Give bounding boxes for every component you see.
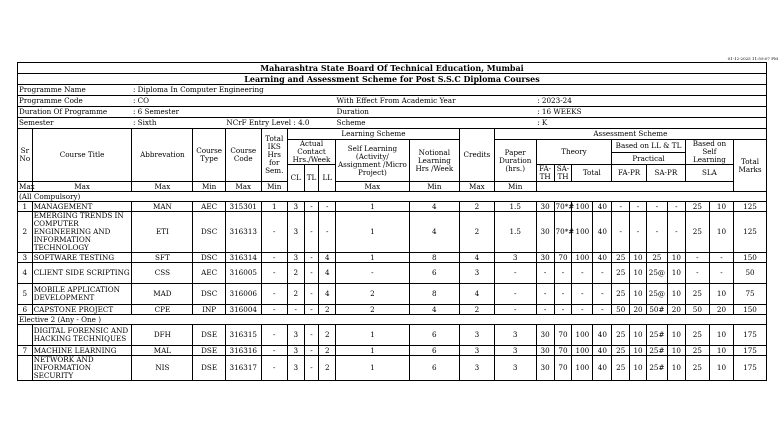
course-fa-pr-max: - xyxy=(612,212,630,253)
course-sr: 4 xyxy=(18,263,33,284)
course-sla-max: 25 xyxy=(685,356,709,381)
course-sa-pr-min: 10 xyxy=(667,346,685,356)
header-max: Max xyxy=(32,182,132,192)
semester-value: : Sixth xyxy=(132,118,225,129)
course-notional: 6 xyxy=(409,325,459,346)
scheme-table xyxy=(17,62,767,381)
course-paper-duration: - xyxy=(494,284,536,305)
table-row xyxy=(18,212,767,253)
document-stamp: 01-12-2025 11:59:07 PM xyxy=(727,56,778,61)
course-type: DSC xyxy=(193,253,226,263)
course-code: 315301 xyxy=(225,202,261,212)
course-sr xyxy=(18,325,33,346)
course-theory-min: 40 xyxy=(593,325,612,346)
course-sla-min: - xyxy=(709,263,733,284)
course-theory-min: - xyxy=(593,305,612,315)
scheme-value: : K xyxy=(536,118,766,129)
course-sa-th: - xyxy=(554,263,572,284)
course-self-learning: 1 xyxy=(336,346,410,356)
header-actual-contact: Actual Contact Hrs./Week xyxy=(287,140,335,165)
header-assessment-scheme: Assessment Scheme xyxy=(494,129,766,140)
course-theory-min: 40 xyxy=(593,212,612,253)
course-fa-pr-min: 10 xyxy=(630,284,647,305)
course-self-learning: 2 xyxy=(336,305,410,315)
course-sla-min: 20 xyxy=(709,305,733,315)
course-iks: - xyxy=(261,356,287,381)
course-sa-pr-min: 10 xyxy=(667,253,685,263)
course-theory-min: 40 xyxy=(593,346,612,356)
header-max: Max xyxy=(336,182,410,192)
course-credits: 2 xyxy=(460,305,495,315)
course-theory-max: 100 xyxy=(572,356,593,381)
course-fa-th: 30 xyxy=(536,325,554,346)
course-fa-pr-min: 10 xyxy=(630,346,647,356)
header-notional: Notional Learning Hrs /Week xyxy=(409,140,459,182)
group-elective: Elective 2 (Any - One ) xyxy=(18,315,767,325)
course-fa-pr-max: 25 xyxy=(612,284,630,305)
course-sla-min: - xyxy=(709,253,733,263)
course-ll: 4 xyxy=(319,253,336,263)
course-sa-pr-max: 25@ xyxy=(646,284,667,305)
course-theory-min: 40 xyxy=(593,356,612,381)
course-iks: - xyxy=(261,346,287,356)
course-abbreviation: ETI xyxy=(132,212,193,253)
course-cl: 3 xyxy=(287,212,304,253)
course-self-learning: 1 xyxy=(336,253,410,263)
course-cl: 3 xyxy=(287,325,304,346)
course-abbreviation: CSS xyxy=(132,263,193,284)
course-paper-duration: - xyxy=(494,263,536,284)
course-type: DSE xyxy=(193,356,226,381)
header-min: Min xyxy=(193,182,226,192)
course-total-marks: 125 xyxy=(734,212,767,253)
course-sa-pr-max: 25# xyxy=(646,356,667,381)
course-theory-max: 100 xyxy=(572,212,593,253)
header-based-ll-tl: Based on LL & TL xyxy=(612,140,685,153)
header-max: Max xyxy=(460,182,495,192)
header-self-learning: Self Learning (Activity/ Assignment /Micro Project) xyxy=(336,140,410,182)
course-total-marks: 175 xyxy=(734,356,767,381)
course-fa-pr-min: 10 xyxy=(630,253,647,263)
course-abbreviation: NIS xyxy=(132,356,193,381)
course-notional: 6 xyxy=(409,263,459,284)
header-course-code: Course Code xyxy=(225,129,261,182)
header-abbreviation: Abbrevation xyxy=(132,129,193,182)
course-ll: 2 xyxy=(319,346,336,356)
header-sla: SLA xyxy=(685,165,733,182)
course-sa-pr-min: - xyxy=(667,212,685,253)
course-total-marks: 150 xyxy=(734,305,767,315)
course-theory-max: 100 xyxy=(572,346,593,356)
course-cl: 3 xyxy=(287,346,304,356)
course-paper-duration: - xyxy=(494,305,536,315)
table-row xyxy=(18,263,767,284)
course-type: INP xyxy=(193,305,226,315)
course-self-learning: 1 xyxy=(336,202,410,212)
course-sr: 1 xyxy=(18,202,33,212)
header-fa-th: FA-TH xyxy=(536,165,554,182)
course-notional: 4 xyxy=(409,212,459,253)
course-theory-min: - xyxy=(593,284,612,305)
course-self-learning: - xyxy=(336,263,410,284)
course-theory-max: - xyxy=(572,263,593,284)
course-sla-max: - xyxy=(685,253,709,263)
course-fa-pr-max: 25 xyxy=(612,253,630,263)
scheme-title: Learning and Assessment Scheme for Post S.S.C Diploma Courses xyxy=(18,74,767,85)
course-total-marks: 150 xyxy=(734,253,767,263)
course-sla-min: 10 xyxy=(709,346,733,356)
course-self-learning: 1 xyxy=(336,356,410,381)
header-fa-pr: FA-PR xyxy=(612,165,647,182)
course-theory-max: 100 xyxy=(572,202,593,212)
course-fa-pr-max: 25 xyxy=(612,325,630,346)
course-title: SOFTWARE TESTING xyxy=(32,253,132,263)
course-sr: 5 xyxy=(18,284,33,305)
course-credits: 4 xyxy=(460,253,495,263)
course-type: DSE xyxy=(193,346,226,356)
course-sa-pr-max: 25 xyxy=(646,253,667,263)
course-sr: 3 xyxy=(18,253,33,263)
course-sla-min: 10 xyxy=(709,284,733,305)
course-fa-th: - xyxy=(536,263,554,284)
header-learning-scheme: Learning Scheme xyxy=(287,129,459,140)
course-ll: 2 xyxy=(319,305,336,315)
course-sla-max: 25 xyxy=(685,346,709,356)
course-fa-th: - xyxy=(536,305,554,315)
course-ll: - xyxy=(319,212,336,253)
course-iks: - xyxy=(261,284,287,305)
course-title: EMERGING TRENDS IN COMPUTER ENGINEERING AND INFORMATION TECHNOLOGY xyxy=(32,212,132,253)
ncrf-level: NCrF Entry Level : 4.0 xyxy=(225,118,335,129)
course-code: 316005 xyxy=(225,263,261,284)
course-sla-max: 25 xyxy=(685,284,709,305)
course-sla-max: 50 xyxy=(685,305,709,315)
course-fa-pr-min: - xyxy=(630,202,647,212)
header-paper-duration: Paper Duration (hrs.) xyxy=(494,140,536,182)
course-tl: - xyxy=(304,325,319,346)
header-sa-th: SA-TH xyxy=(554,165,572,182)
course-sa-th: 70 xyxy=(554,346,572,356)
header-total-marks: Total Marks xyxy=(734,140,767,192)
course-sr xyxy=(18,356,33,381)
programme-name: : Diploma In Computer Engineering xyxy=(132,85,767,96)
course-sa-th: 70*# xyxy=(555,201,575,211)
course-code: 316315 xyxy=(225,325,261,346)
course-fa-th: 30 xyxy=(536,346,554,356)
course-fa-pr-max: - xyxy=(612,202,630,212)
course-theory-min: 40 xyxy=(593,202,612,212)
course-sa-pr-min: 10 xyxy=(667,325,685,346)
course-fa-th: 30 xyxy=(536,356,554,381)
course-paper-duration: 3 xyxy=(494,325,536,346)
course-fa-pr-min: - xyxy=(630,212,647,253)
programme-code-label: Programme Code xyxy=(18,96,132,107)
course-code: 316316 xyxy=(225,346,261,356)
course-sa-pr-max: - xyxy=(646,212,667,253)
course-cl: 3 xyxy=(287,253,304,263)
course-sa-pr-min: 10 xyxy=(667,263,685,284)
course-sla-max: 25 xyxy=(685,212,709,253)
course-code: 316004 xyxy=(225,305,261,315)
course-self-learning: 1 xyxy=(336,212,410,253)
course-total-marks: 175 xyxy=(734,325,767,346)
course-iks: - xyxy=(261,253,287,263)
effect-value: : 2023-24 xyxy=(536,96,766,107)
course-fa-th: 30 xyxy=(536,253,554,263)
course-theory-max: 100 xyxy=(572,253,593,263)
course-title: MOBILE APPLICATION DEVELOPMENT xyxy=(32,284,132,305)
course-total-marks: 75 xyxy=(734,284,767,305)
table-row xyxy=(18,305,767,315)
course-sa-pr-max: 25# xyxy=(646,325,667,346)
course-fa-pr-min: 10 xyxy=(630,325,647,346)
header-credits: Credits xyxy=(460,129,495,182)
course-sa-pr-min: 10 xyxy=(667,356,685,381)
course-total-marks: 50 xyxy=(734,263,767,284)
course-type: DSC xyxy=(193,212,226,253)
duration-programme-label: Duration Of Programme xyxy=(18,107,132,118)
course-sa-pr-min: 10 xyxy=(667,284,685,305)
course-sa-pr-max: 25# xyxy=(646,346,667,356)
header-based-self: Based on Self Learning xyxy=(685,140,733,165)
header-sr: Sr No xyxy=(18,129,33,182)
header-max: Max xyxy=(225,182,261,192)
course-credits: 3 xyxy=(460,325,495,346)
duration-programme: : 6 Semester xyxy=(132,107,336,118)
course-fa-th: 30 xyxy=(536,202,554,212)
course-fa-pr-min: 10 xyxy=(630,356,647,381)
course-iks: - xyxy=(261,305,287,315)
course-abbreviation: DFH xyxy=(132,325,193,346)
course-total-marks: 175 xyxy=(734,346,767,356)
course-self-learning: 1 xyxy=(336,325,410,346)
header-practical: Practical xyxy=(612,153,685,165)
course-tl: - xyxy=(304,263,319,284)
course-abbreviation: MAL xyxy=(132,346,193,356)
course-sr: 2 xyxy=(18,212,33,253)
course-cl: - xyxy=(287,305,304,315)
header-theory: Theory xyxy=(536,140,612,165)
course-credits: 3 xyxy=(460,263,495,284)
course-type: AEC xyxy=(193,263,226,284)
course-sa-th: 70*# xyxy=(554,212,572,253)
course-credits: 4 xyxy=(460,284,495,305)
course-title: DIGITAL FORENSIC AND HACKING TECHNIQUES xyxy=(32,325,132,346)
header-total: Total xyxy=(572,165,612,182)
header-ll: LL xyxy=(319,165,336,192)
course-theory-max: 100 xyxy=(572,325,593,346)
course-fa-th: 30 xyxy=(536,212,554,253)
header-course-type: Course Type xyxy=(193,129,226,182)
header-cl: CL xyxy=(287,165,304,192)
scheme-sheet xyxy=(17,62,767,381)
course-sa-th: - xyxy=(554,284,572,305)
course-fa-pr-max: 25 xyxy=(612,346,630,356)
course-sla-min: 10 xyxy=(709,202,733,212)
course-ll: 2 xyxy=(319,356,336,381)
course-iks: - xyxy=(261,325,287,346)
course-title: CAPSTONE PROJECT xyxy=(32,305,132,315)
course-code: 316314 xyxy=(225,253,261,263)
course-total-marks: 125 xyxy=(734,202,767,212)
course-ll: 2 xyxy=(319,325,336,346)
course-type: AEC xyxy=(193,202,226,212)
course-cl: 3 xyxy=(287,356,304,381)
duration-label: Duration xyxy=(336,107,537,118)
header-course-title: Course Title xyxy=(32,129,132,182)
course-fa-pr-max: 50 xyxy=(612,305,630,315)
course-ll: 4 xyxy=(319,284,336,305)
duration-value: : 16 WEEKS xyxy=(536,107,766,118)
course-sa-th: 70 xyxy=(554,253,572,263)
course-tl: - xyxy=(304,212,319,253)
compulsory-courses xyxy=(18,192,767,315)
course-iks: - xyxy=(261,212,287,253)
course-paper-duration: 1.5 xyxy=(494,212,536,253)
course-credits: 2 xyxy=(460,212,495,253)
course-ll: 4 xyxy=(319,263,336,284)
course-self-learning: 2 xyxy=(336,284,410,305)
course-tl: - xyxy=(304,356,319,381)
course-sa-pr-min: - xyxy=(667,202,685,212)
header-min: Min xyxy=(261,182,287,192)
semester-label: Semester xyxy=(18,118,132,129)
header-max: Max xyxy=(19,181,35,191)
course-title: MACHINE LEARNING xyxy=(32,346,132,356)
course-ll: - xyxy=(319,202,336,212)
course-type: DSE xyxy=(193,325,226,346)
course-paper-duration: 3 xyxy=(494,346,536,356)
course-sa-th: - xyxy=(554,305,572,315)
course-paper-duration: 3 xyxy=(494,356,536,381)
header-sa-pr: SA-PR xyxy=(646,165,685,182)
course-notional: 4 xyxy=(409,202,459,212)
board-title: Maharashtra State Board Of Technical Education, Mumbai xyxy=(18,63,767,74)
course-code: 316313 xyxy=(225,212,261,253)
course-notional: 6 xyxy=(409,346,459,356)
course-sla-min: 10 xyxy=(709,325,733,346)
course-cl: 2 xyxy=(287,284,304,305)
course-fa-pr-min: 10 xyxy=(630,263,647,284)
course-sa-pr-max: 50# xyxy=(646,305,667,315)
course-sa-pr-min: 20 xyxy=(667,305,685,315)
course-credits: 2 xyxy=(460,202,495,212)
course-abbreviation: CPE xyxy=(132,305,193,315)
course-sr: 6 xyxy=(18,305,33,315)
header-min: Min xyxy=(409,182,459,192)
course-paper-duration: 1.5 xyxy=(494,202,536,212)
effect-label: With Effect From Academic Year xyxy=(336,96,537,107)
course-notional: 4 xyxy=(409,305,459,315)
elective-courses xyxy=(18,315,767,381)
table-row xyxy=(18,346,767,356)
course-iks: - xyxy=(261,263,287,284)
course-fa-pr-min: 20 xyxy=(630,305,647,315)
course-tl: - xyxy=(304,202,319,212)
course-theory-min: 40 xyxy=(593,253,612,263)
course-theory-min: - xyxy=(593,263,612,284)
table-row xyxy=(18,284,767,305)
course-notional: 8 xyxy=(409,253,459,263)
table-row xyxy=(18,253,767,263)
group-all-compulsory: (All Compulsory) xyxy=(18,192,767,202)
course-sa-pr-max: - xyxy=(646,202,667,212)
course-sla-min: 10 xyxy=(709,356,733,381)
course-abbreviation: MAN xyxy=(132,202,193,212)
course-credits: 3 xyxy=(460,356,495,381)
programme-code: : CO xyxy=(132,96,336,107)
table-row xyxy=(18,356,767,381)
course-fa-pr-max: 25 xyxy=(612,263,630,284)
course-title: MANAGEMENT xyxy=(32,202,132,212)
header-total-iks: Total IKS Hrs for Sem. xyxy=(261,129,287,182)
programme-name-label: Programme Name xyxy=(18,85,132,96)
header-min: Min xyxy=(494,182,536,192)
course-type: DSC xyxy=(193,284,226,305)
course-sla-max: 25 xyxy=(685,202,709,212)
header-max: Max xyxy=(132,182,193,192)
course-sr: 7 xyxy=(18,346,33,356)
course-sla-max: - xyxy=(685,263,709,284)
course-sla-min: 10 xyxy=(709,212,733,253)
course-theory-max: - xyxy=(572,284,593,305)
course-tl: - xyxy=(304,284,319,305)
course-sla-max: 25 xyxy=(685,325,709,346)
course-title: CLIENT SIDE SCRIPTING xyxy=(32,263,132,284)
course-notional: 6 xyxy=(409,356,459,381)
course-fa-pr-max: 25 xyxy=(612,356,630,381)
table-row xyxy=(18,325,767,346)
course-code: 316317 xyxy=(225,356,261,381)
course-notional: 8 xyxy=(409,284,459,305)
course-theory-max: - xyxy=(572,305,593,315)
course-iks: 1 xyxy=(261,202,287,212)
course-abbreviation: MAD xyxy=(132,284,193,305)
course-tl: - xyxy=(304,305,319,315)
course-abbreviation: SFT xyxy=(132,253,193,263)
course-credits: 3 xyxy=(460,346,495,356)
scheme-label: Scheme xyxy=(336,118,537,129)
course-tl: - xyxy=(304,253,319,263)
course-sa-th: 70 xyxy=(554,356,572,381)
course-fa-th: - xyxy=(536,284,554,305)
table-row xyxy=(18,202,767,212)
course-cl: 3 xyxy=(287,202,304,212)
course-cl: 2 xyxy=(287,263,304,284)
course-title: NETWORK AND INFORMATION SECURITY xyxy=(32,356,132,381)
course-tl: - xyxy=(304,346,319,356)
header-tl: TL xyxy=(304,165,319,192)
course-sa-pr-max: 25@ xyxy=(646,263,667,284)
course-code: 316006 xyxy=(225,284,261,305)
course-sa-th: 70 xyxy=(554,325,572,346)
course-paper-duration: 3 xyxy=(494,253,536,263)
